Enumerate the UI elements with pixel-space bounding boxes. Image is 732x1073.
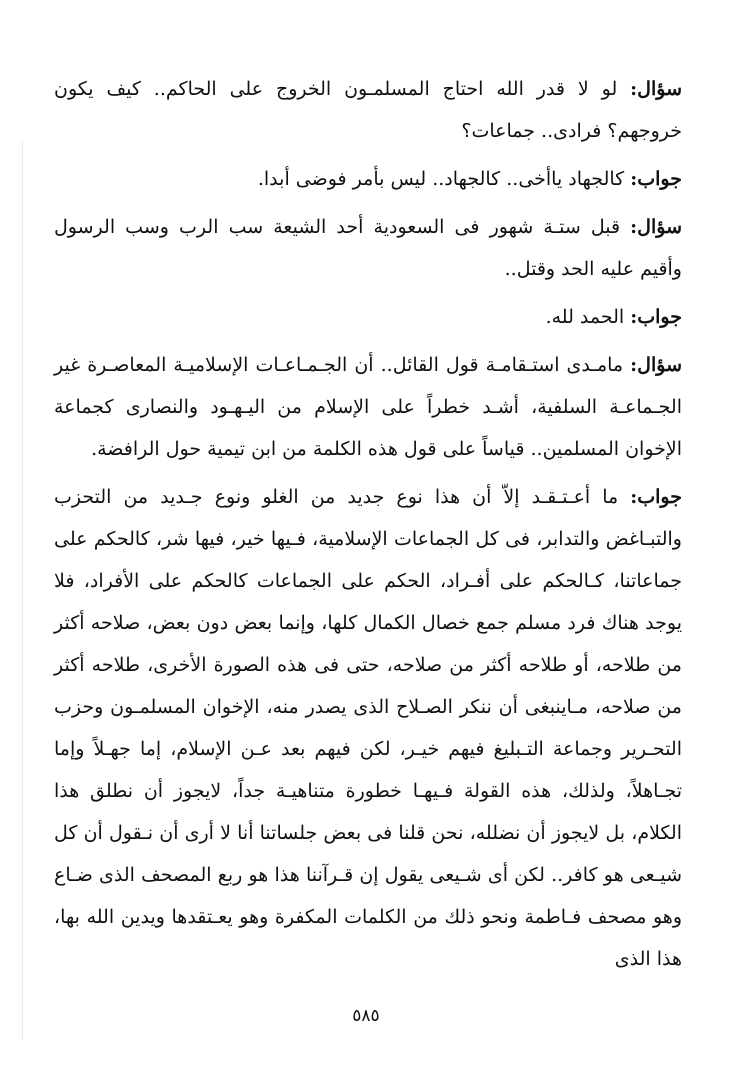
answer-paragraph-2 [54, 296, 682, 338]
answer-text: الحمد لله. [545, 306, 625, 328]
answer-label: جواب: [630, 486, 682, 508]
answer-paragraph-3 [54, 476, 682, 980]
question-paragraph-1 [54, 68, 682, 152]
page-edge-line [22, 140, 23, 1040]
question-text: مامـدى استـقامـة قول القائل.. أن الجـمـاعـات الإسلاميـة المعاصـرة غير الجـماعـة السلفية، أشـد خطراً على الإسلام من اليـهـود والنصارى كجماعة الإخوان المسلمين.. قياساً على قول هذه الكلمة من ابن تيمية حول الرافضة. [54, 354, 682, 460]
question-label: سؤال: [630, 78, 682, 100]
question-label: سؤال: [630, 216, 682, 238]
answer-text: كالجهاد ياأخى.. كالجهاد.. ليس بأمر فوضى أبدا. [257, 168, 625, 190]
answer-paragraph-1 [54, 158, 682, 200]
page-body [54, 68, 682, 986]
answer-text: ما أعـتـقـد إلاّ أن هذا نوع جديد من الغلو ونوع جـديد من التحزب والتبـاغض والتدابر، فى كل الجماعات الإسلامية، فـيها خير، فيها شر، كالحكم على جماعاتنا، كـالحكم على أفـراد، الحكم على الجماعات كالحكم على الأفراد، فلا يوجد هناك فرد مسلم جمع خصال الكمال كلها، وإنما بعض دون بعض، صلاحه أكثر من طلاحه، أو طلاحه أكثر من صلاحه، حتى فى هذه الصورة الأخرى، طلاحه أكثر من صلاحه، مـاينبغى أن ننكر الصـلاح الذى يصدر منه، الإخوان المسلمـون وحزب التحـرير وجماعة التـبليغ فيهم خيـر، لكن فيهم بعد عـن الإسلام، إما جهـلاً وإما تجـاهلاً، ولذلك، هذه القولة فـيهـا خطورة متناهيـة جداً، لايجوز أن نطلق هذا الكلام، بل لايجوز أن نضلله، نحن قلنا فى بعض جلساتنا أنا لا أرى أن نـقول أن كل شيـعى هو كافر.. لكن أى شـيعى يقول إن قـرآننا هذا هو ربع المصحف الذى ضـاع وهو مصحف فـاطمة ونحو ذلك من الكلمات المكفرة وهو يعـتقدها ويدين الله بها، هذا الذى [54, 486, 682, 970]
answer-label: جواب: [630, 168, 682, 190]
question-paragraph-2 [54, 206, 682, 290]
question-label: سؤال: [630, 354, 682, 376]
question-paragraph-3 [54, 344, 682, 470]
question-text: قبل ستـة شهور فى السعودية أحد الشيعة سب الرب وسب الرسول وأقيم عليه الحد وقتل.. [54, 216, 682, 280]
question-text: لو لا قدر الله احتاج المسلمـون الخروج على الحاكم.. كيف يكون خروجهم؟ فرادى.. جماعات؟ [54, 78, 682, 142]
answer-label: جواب: [630, 306, 682, 328]
page-number: ٥٨٥ [352, 1006, 380, 1026]
